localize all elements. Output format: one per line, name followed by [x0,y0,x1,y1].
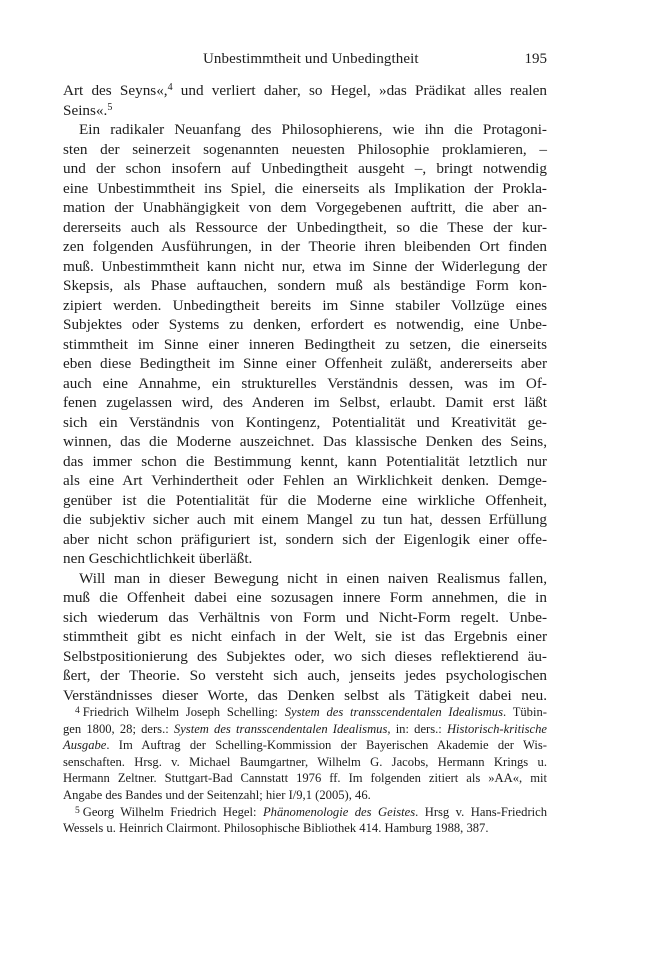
page-number: 195 [524,51,547,67]
text-line: Subjektes oder Systems zu denken, erfordert es notwendig, eine Unbe- [63,316,547,333]
text-line: eine Unbestimmtheit ins Spiel, die einerseits als Implikation der Prokla- [63,179,547,197]
text-line: muß die Offenheit dabei eine sozusagen innere Form annehmen, die in [63,589,547,606]
text-line: Art des Seyns«,$^4$ und verliert daher, so Hegel, »das Prädikat alles realen [63,82,547,99]
running-head [63,51,547,75]
text-line: und der schon insofern auf Unbedingtheit ausgeht –, bringt notwendig [63,160,547,177]
footnote-line: senschaften. Hrsg. v. Michael Baumgartner, Wilhelm G. Jacobs, Hermann Krings u. [63,754,547,769]
footnote-ref[interactable]: 5 [107,101,113,113]
text-line: als eine Art Verhindertheit oder Fehlen an Wirklichkeit denken. Demge- [63,472,547,489]
text-line: genüber ist die Potentialität für die Moderne eine wirkliche Offenheit, [63,491,547,509]
text-line: auch eine Annahme, ein strukturelles Verständnis dessen, was im Of- [63,374,547,392]
running-title: Unbestimmtheit und Unbedingtheit [203,51,419,67]
text-line: aber nicht schon präfiguriert ist, sondern sich der Eigenlogik einer offe- [63,530,547,548]
text-line: fenen zugelassen wird, des Anderen im Selbst, erlaubt. Damit erst läßt [63,394,547,411]
text-line: zipiert werden. Unbedingtheit bereits im Sinne stabiler Vollzüge eines [63,296,547,314]
text-line: dererseits auch als Ressource der Unbedingtheit, so die These der kur- [63,218,547,236]
footnote-line: Ausgabe. Im Auftrag der Schelling-Kommission der Bayerischen Akademie der Wis- [63,738,547,753]
text-line: winnen, das die Moderne auszeichnet. Das klassische Denken des Seins, [63,433,547,450]
text-line: sich wiederum das Verhältnis von Form und Nicht-Form regelt. Unbe- [63,608,547,626]
text-line: ßert, der Theorie. So versteht sich auch, jenseits jedes psychologischen [63,667,547,684]
text-line: Seins«.$^5$ [63,101,113,119]
footnote-4: $^4$ Friedrich Wilhelm Joseph Schelling: System des transscendentalen Idealismus. Tübin- [75,705,547,719]
text-line: Selbstpositionierung des Subjektes oder, wo sich dieses reflektierend äu- [63,647,547,665]
text-line: Verständnisses dieser Worte, das Denken selbst als Tätigkeit dabei neu. [63,686,547,704]
footnote-line: Wessels u. Heinrich Clairmont. Philosophische Bibliothek 414. Hamburg 1988, 387. [63,821,489,836]
paragraph-start: Will man in dieser Bewegung nicht in einen naiven Realismus fallen, [79,569,547,587]
footnote-number: 4 [75,706,80,716]
body-text [63,81,547,705]
footnote-line: Angabe des Bandes und der Seitenzahl; hier I/9,1 (2005), 46. [63,787,371,802]
text-line: eben diese Bedingtheit im Sinne einer Offenheit zuläßt, andererseits aber [63,355,547,372]
text-line: die subjektiv sicher auch mit einem Mangel zu tun hat, dessen Erfüllung [63,511,547,528]
footnotes [63,704,547,837]
paragraph-start: Ein radikaler Neuanfang des Philosophierens, wie ihn die Protagoni- [79,121,547,138]
text-line: stimmtheit im Sinne einer inneren Bedingtheit zu setzen, die einerseits [63,335,547,353]
text-line: das immer schon die Bestimmung kennt, kann Potentialität letztlich nur [63,452,547,470]
text-line: muß. Unbestimmtheit kann nicht nur, etwa im Sinne der Widerlegung der [63,257,547,275]
text-line: nen Geschichtlichkeit überläßt. [63,550,253,567]
text-line: sich ein Verständnis von Kontingenz, Potentialität und Kreativität ge- [63,413,547,431]
footnote-number: 5 [75,805,80,816]
text-line: Skepsis, als Phase auftauchen, sondern muß als beständige Form kon- [63,277,547,294]
text-line: sten der seinerzeit sogenannten neuesten Philosophie proklamieren, – [63,140,547,158]
text-line: mation der Unabhängigkeit von dem Vorgegebenen auftritt, die aber an- [63,199,547,216]
text-line: zen folgenden Ausführungen, in der Theorie ihren bleibenden Ort finden [63,238,547,255]
footnote-ref[interactable]: 4 [167,82,173,93]
text-line: stimmtheit gibt es nicht einfach in der Welt, sie ist das Ergebnis einer [63,628,547,645]
footnote-line: Hermann Zeltner. Stuttgart-Bad Cannstatt 1976 ff. Im folgenden zitiert als »AA«, mit [63,771,547,786]
footnote-5: $^5$ Georg Wilhelm Friedrich Hegel: Phänomenologie des Geistes. Hrsg v. Hans-Friedrich [75,804,548,819]
footnote-line: gen 1800, 28; ders.: System des transscendentalen Idealismus, in: ders.: Historisch-kritische [63,721,547,736]
